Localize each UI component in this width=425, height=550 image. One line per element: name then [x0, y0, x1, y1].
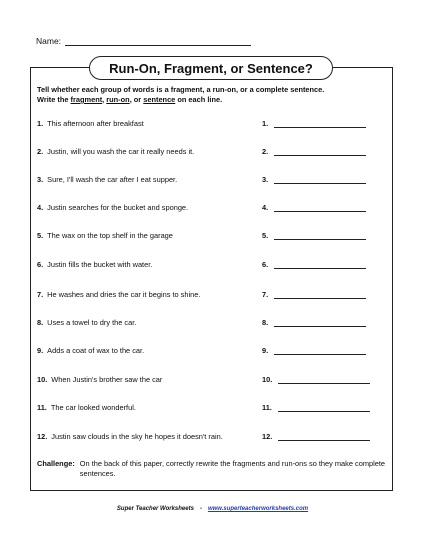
word-sentence: sentence — [143, 95, 176, 104]
answer-field — [262, 147, 366, 156]
footer — [0, 506, 425, 512]
item-number: 4. — [37, 203, 44, 212]
answer-number: 11. — [262, 403, 272, 412]
instr-pre: Write the — [37, 95, 71, 104]
answer-field — [262, 318, 366, 327]
item-text: Justin, will you wash the car it really needs it. — [47, 147, 195, 156]
answer-number: 1. — [262, 119, 269, 128]
word-fragment: fragment — [70, 95, 103, 104]
item-text: He washes and dries the car it begins to shine. — [47, 290, 201, 299]
item-text: Uses a towel to dry the car. — [47, 318, 137, 327]
answer-number: 5. — [262, 231, 269, 240]
answer-field — [262, 119, 366, 128]
list-item — [37, 228, 387, 240]
item-number: 1. — [37, 119, 44, 128]
answer-line[interactable] — [274, 119, 366, 128]
answer-number: 7. — [262, 290, 269, 299]
item-text: Adds a coat of wax to the car. — [47, 346, 145, 355]
answer-line[interactable] — [274, 147, 366, 156]
item-text: The car looked wonderful. — [50, 403, 136, 412]
item-text: Justin fills the bucket with water. — [47, 260, 153, 269]
instr-comma: , — [102, 95, 107, 104]
title-text: Run-On, Fragment, or Sentence? — [109, 60, 313, 76]
answer-field — [262, 375, 370, 384]
answer-number: 3. — [262, 175, 269, 184]
item-text: This afternoon after breakfast — [47, 119, 144, 128]
item-text: When Justin's brother saw the car — [51, 375, 163, 384]
list-item — [37, 172, 387, 184]
answer-line[interactable] — [274, 231, 366, 240]
item-text: Sure, I'll wash the car after I eat supper. — [47, 175, 178, 184]
item-number: 2. — [37, 147, 44, 156]
name-label: Name: — [36, 36, 62, 46]
challenge-label: Challenge: — [37, 459, 75, 468]
answer-number: 9. — [262, 346, 269, 355]
instructions-line-1: Tell whether each group of words is a fragment, a run-on, or a complete sentence. — [37, 85, 325, 94]
list-item — [37, 144, 387, 156]
list-item — [37, 372, 387, 384]
answer-field — [262, 432, 370, 441]
name-row — [36, 36, 251, 46]
answer-field — [262, 231, 366, 240]
list-item — [37, 200, 387, 212]
item-number: 7. — [37, 290, 44, 299]
answer-field — [262, 203, 366, 212]
answer-field — [262, 346, 366, 355]
answer-field — [262, 290, 366, 299]
instructions — [37, 85, 387, 105]
challenge-text: On the back of this paper, correctly rewrite the fragments and run-ons so they make complete sentences. — [79, 459, 385, 478]
item-text: Justin saw clouds in the sky he hopes it doesn't rain. — [51, 432, 223, 441]
answer-line[interactable] — [274, 346, 366, 355]
instr-post: on each line. — [175, 95, 223, 104]
list-item — [37, 257, 387, 269]
instr-or: , or — [129, 95, 144, 104]
footer-brand: Super Teacher Worksheets — [116, 506, 194, 512]
answer-line[interactable] — [278, 403, 370, 412]
item-text: Justin searches for the bucket and sponge. — [47, 203, 189, 212]
answer-number: 8. — [262, 318, 269, 327]
answer-number: 12. — [262, 432, 273, 441]
item-number: 12. — [37, 432, 48, 441]
item-number: 6. — [37, 260, 44, 269]
answer-field — [262, 260, 366, 269]
answer-number: 6. — [262, 260, 269, 269]
answer-field — [262, 403, 370, 412]
item-number: 11. — [37, 403, 47, 412]
worksheet-title — [89, 56, 333, 80]
item-number: 3. — [37, 175, 44, 184]
item-number: 9. — [37, 346, 44, 355]
instructions-line-2 — [37, 95, 387, 105]
list-item — [37, 287, 387, 299]
answer-field — [262, 175, 366, 184]
answer-line[interactable] — [274, 260, 366, 269]
answer-line[interactable] — [278, 432, 370, 441]
challenge — [37, 459, 387, 479]
worksheet-frame — [30, 67, 393, 491]
item-number: 10. — [37, 375, 48, 384]
list-item — [37, 116, 387, 128]
answer-number: 4. — [262, 203, 269, 212]
word-run-on: run-on — [106, 95, 130, 104]
item-number: 5. — [37, 231, 44, 240]
answer-line[interactable] — [274, 175, 366, 184]
answer-number: 10. — [262, 375, 273, 384]
answer-line[interactable] — [274, 318, 366, 327]
answer-line[interactable] — [274, 290, 366, 299]
list-item — [37, 343, 387, 355]
answer-line[interactable] — [274, 203, 366, 212]
list-item — [37, 315, 387, 327]
answer-line[interactable] — [278, 375, 370, 384]
list-item — [37, 429, 387, 441]
item-number: 8. — [37, 318, 44, 327]
answer-number: 2. — [262, 147, 269, 156]
item-text: The wax on the top shelf in the garage — [47, 231, 173, 240]
name-line[interactable] — [65, 36, 251, 46]
footer-site-link[interactable]: www.superteacherworksheets.com — [207, 506, 309, 512]
footer-separator: - — [199, 506, 202, 512]
list-item — [37, 400, 387, 412]
